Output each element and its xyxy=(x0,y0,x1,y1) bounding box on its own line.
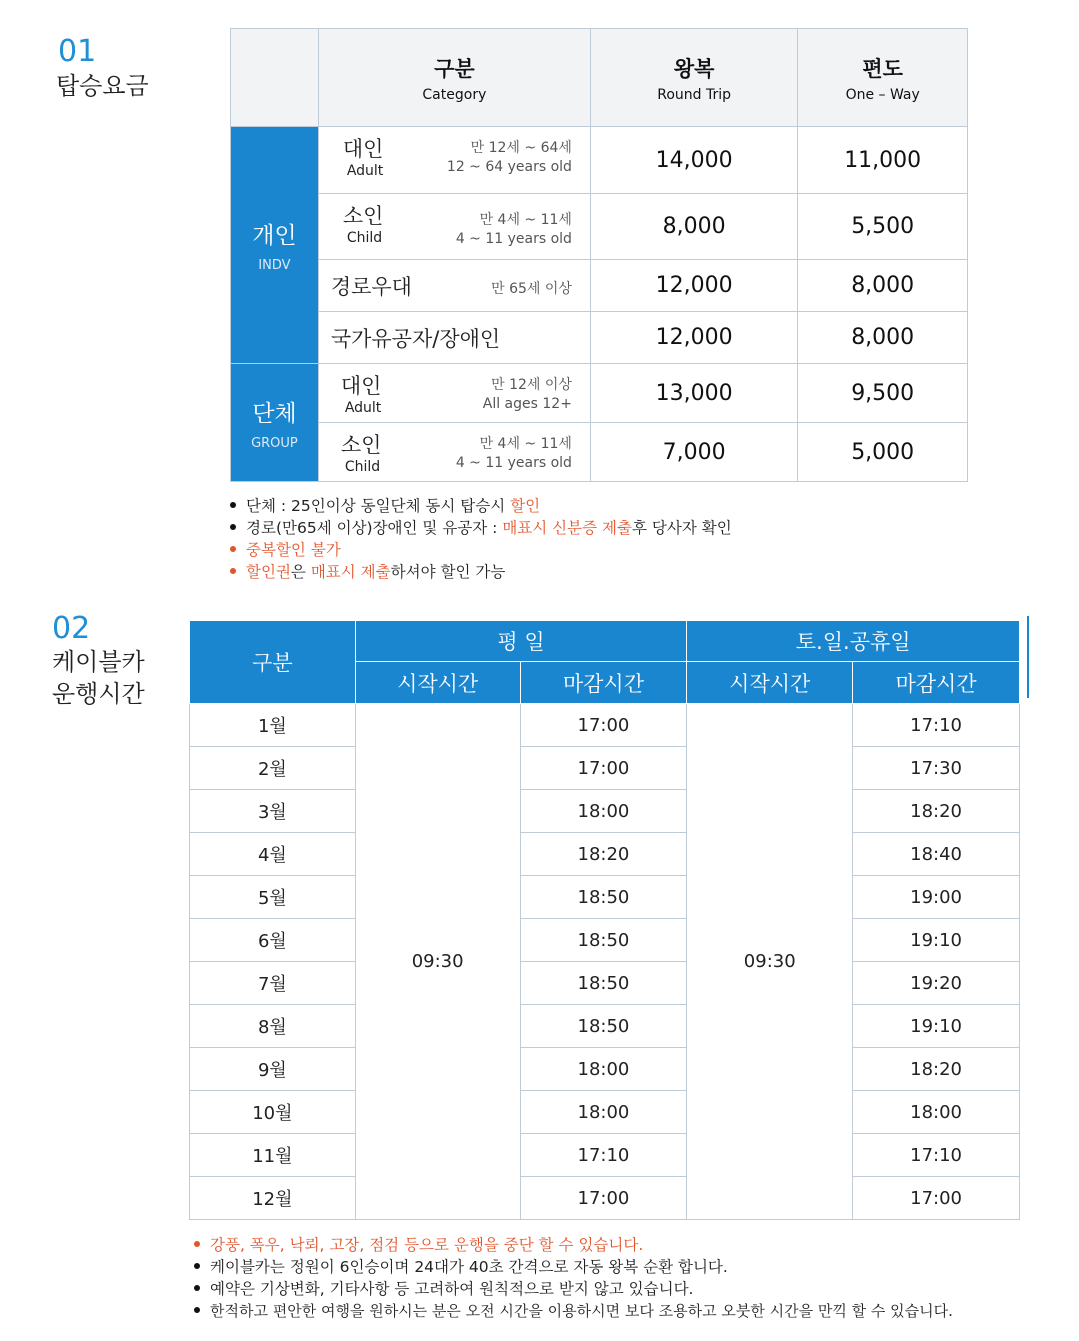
note-text: 케이블카는 정원이 6인승이며 24대가 40초 간격으로 자동 왕복 순환 합니다. xyxy=(210,1258,728,1276)
weekday-end-cell: 18:00 xyxy=(520,1048,687,1091)
group-ko: 단체 xyxy=(252,400,297,427)
price-round: 12,000 xyxy=(590,260,797,312)
month-cell: 10월 xyxy=(190,1091,356,1134)
bullet-icon xyxy=(230,546,236,552)
fare-table xyxy=(230,28,968,482)
age-ko: 만 4세 ~ 11세 xyxy=(479,212,572,228)
weekday-end-cell: 17:00 xyxy=(520,747,687,790)
note-item xyxy=(194,1278,953,1300)
fare-header-round xyxy=(590,29,797,127)
fare-notes xyxy=(230,495,732,583)
group-individual xyxy=(231,127,319,364)
title-line: 운행시간 xyxy=(52,680,145,708)
price-oneway: 11,000 xyxy=(798,127,968,194)
note-highlight: 중복할인 불가 xyxy=(246,541,341,559)
weekend-end-cell: 19:00 xyxy=(853,876,1020,919)
header-en: Category xyxy=(422,86,487,103)
weekday-end-cell: 18:50 xyxy=(520,962,687,1005)
category-en: Child xyxy=(346,230,383,246)
hours-header-weekend: 토.일.공휴일 xyxy=(687,621,1020,662)
table-row xyxy=(231,423,968,482)
note-text: 경로(만65세 이상)장애인 및 유공자 : xyxy=(246,519,503,537)
weekend-end-cell: 19:10 xyxy=(853,919,1020,962)
weekday-end-cell: 18:20 xyxy=(520,833,687,876)
table-row xyxy=(231,260,968,312)
age-ko: 만 12세 ~ 64세 xyxy=(470,140,572,156)
weekend-end-cell: 17:30 xyxy=(853,747,1020,790)
month-cell: 1월 xyxy=(190,704,356,747)
weekday-start-cell: 09:30 xyxy=(355,704,520,1220)
table-row xyxy=(190,790,1020,833)
note-text: 단체 : 25인이상 동일단체 동시 탑승시 xyxy=(246,497,511,515)
table-row xyxy=(190,1134,1020,1177)
note-highlight: 할인 xyxy=(510,497,541,515)
category-en: Child xyxy=(344,459,381,475)
month-cell: 2월 xyxy=(190,747,356,790)
weekend-end-cell: 18:20 xyxy=(853,1048,1020,1091)
category-ko: 대인 xyxy=(340,374,382,398)
title-line: 케이블카 xyxy=(52,648,145,676)
group-en: INDV xyxy=(258,258,291,273)
month-cell: 11월 xyxy=(190,1134,356,1177)
age-ko: 만 12세 이상 xyxy=(491,377,572,393)
header-en: Round Trip xyxy=(657,86,732,103)
weekend-end-cell: 18:40 xyxy=(853,833,1020,876)
price-round: 14,000 xyxy=(590,127,797,194)
price-oneway: 5,500 xyxy=(798,194,968,260)
table-row xyxy=(190,1048,1020,1091)
category-cell xyxy=(318,127,590,194)
weekday-end-cell: 18:00 xyxy=(520,790,687,833)
note-highlight: 매표시 신분증 제출 xyxy=(502,519,632,537)
month-cell: 6월 xyxy=(190,919,356,962)
month-cell: 7월 xyxy=(190,962,356,1005)
category-cell xyxy=(318,260,590,312)
table-row xyxy=(190,704,1020,747)
group-group xyxy=(231,364,319,482)
price-round: 7,000 xyxy=(590,423,797,482)
weekday-end-cell: 17:00 xyxy=(520,704,687,747)
table-row xyxy=(231,194,968,260)
note-item xyxy=(230,517,732,539)
table-row xyxy=(190,1005,1020,1048)
note-text: 강풍, 폭우, 낙뢰, 고장, 점검 등으로 운행을 중단 할 수 있습니다. xyxy=(210,1236,644,1254)
note-text: 하셔야 할인 가능 xyxy=(390,563,506,581)
category-cell xyxy=(318,194,590,260)
weekend-end-cell: 18:00 xyxy=(853,1091,1020,1134)
category-ko: 대인 xyxy=(342,137,384,161)
age-en: 4 ~ 11 years old xyxy=(455,231,572,247)
fare-header-oneway xyxy=(798,29,968,127)
note-highlight: 매표시 제출 xyxy=(310,563,391,581)
note-item xyxy=(230,561,732,583)
bullet-icon xyxy=(194,1263,200,1269)
note-text: 예약은 기상변화, 기타사항 등 고려하여 원칙적으로 받지 않고 있습니다. xyxy=(210,1280,694,1298)
bullet-icon xyxy=(194,1307,200,1313)
hours-header-weekday: 평 일 xyxy=(355,621,687,662)
category-cell xyxy=(318,423,590,482)
hours-table xyxy=(189,620,1020,1220)
fare-header-blank xyxy=(231,29,319,127)
price-oneway: 8,000 xyxy=(798,312,968,364)
section-number: 02 xyxy=(52,611,91,646)
bullet-icon xyxy=(230,568,236,574)
header-ko: 구분 xyxy=(434,56,475,81)
note-text: 한적하고 편안한 여행을 원하시는 분은 오전 시간을 이용하시면 보다 조용하고 오붓한 시간을 만끽 할 수 있습니다. xyxy=(210,1302,953,1320)
weekday-end-cell: 18:50 xyxy=(520,1005,687,1048)
price-oneway: 9,500 xyxy=(798,364,968,423)
weekend-end-cell: 19:10 xyxy=(853,1005,1020,1048)
weekend-end-cell: 17:10 xyxy=(853,704,1020,747)
note-item xyxy=(194,1234,953,1256)
month-cell: 9월 xyxy=(190,1048,356,1091)
hours-header-end: 마감시간 xyxy=(853,662,1020,704)
hours-header-category: 구분 xyxy=(190,621,356,704)
category-ko: 경로우대 xyxy=(330,275,412,299)
age-en: 12 ~ 64 years old xyxy=(446,159,572,175)
group-ko: 개인 xyxy=(252,223,297,249)
age-en: All ages 12+ xyxy=(482,396,572,412)
price-round: 13,000 xyxy=(590,364,797,423)
note-item xyxy=(230,539,732,561)
table-row xyxy=(190,919,1020,962)
month-cell: 12월 xyxy=(190,1177,356,1220)
category-ko: 소인 xyxy=(342,204,384,228)
weekday-end-cell: 18:50 xyxy=(520,876,687,919)
table-row xyxy=(190,876,1020,919)
price-oneway: 8,000 xyxy=(798,260,968,312)
age-en: 4 ~ 11 years old xyxy=(455,455,572,471)
month-cell: 5월 xyxy=(190,876,356,919)
price-oneway: 5,000 xyxy=(798,423,968,482)
weekend-end-cell: 17:00 xyxy=(853,1177,1020,1220)
category-cell xyxy=(318,312,590,364)
note-text: 은 xyxy=(290,563,311,581)
accent-line xyxy=(1027,616,1029,698)
table-row xyxy=(190,833,1020,876)
category-cell xyxy=(318,364,590,423)
header-en: One – Way xyxy=(845,86,920,103)
month-cell: 8월 xyxy=(190,1005,356,1048)
bullet-icon xyxy=(230,524,236,530)
weekend-end-cell: 19:20 xyxy=(853,962,1020,1005)
weekday-end-cell: 17:00 xyxy=(520,1177,687,1220)
bullet-icon xyxy=(194,1241,200,1247)
table-row xyxy=(190,747,1020,790)
note-item xyxy=(194,1256,953,1278)
table-row xyxy=(190,1091,1020,1134)
category-en: Adult xyxy=(346,163,384,179)
section-title: 탑승요금 xyxy=(56,72,149,100)
weekday-end-cell: 18:00 xyxy=(520,1091,687,1134)
header-ko: 왕복 xyxy=(673,56,715,81)
section-number: 01 xyxy=(58,34,97,69)
table-row xyxy=(231,127,968,194)
table-row xyxy=(231,312,968,364)
price-round: 8,000 xyxy=(590,194,797,260)
age-ko: 만 65세 이상 xyxy=(491,281,572,297)
section-title xyxy=(52,646,145,710)
note-text: 후 당사자 확인 xyxy=(631,519,732,537)
age-ko: 만 4세 ~ 11세 xyxy=(479,436,572,452)
table-row xyxy=(190,962,1020,1005)
hours-header-end: 마감시간 xyxy=(520,662,687,704)
weekend-end-cell: 17:10 xyxy=(853,1134,1020,1177)
header-ko: 편도 xyxy=(862,56,903,81)
note-item xyxy=(230,495,732,517)
weekend-end-cell: 18:20 xyxy=(853,790,1020,833)
bullet-icon xyxy=(230,502,236,508)
price-round: 12,000 xyxy=(590,312,797,364)
month-cell: 3월 xyxy=(190,790,356,833)
weekend-start-cell: 09:30 xyxy=(687,704,853,1220)
group-en: GROUP xyxy=(251,435,298,451)
weekday-end-cell: 18:50 xyxy=(520,919,687,962)
hours-header-start: 시작시간 xyxy=(355,662,520,704)
weekday-end-cell: 17:10 xyxy=(520,1134,687,1177)
category-ko: 소인 xyxy=(340,433,382,457)
hours-header-start: 시작시간 xyxy=(687,662,853,704)
table-row xyxy=(190,1177,1020,1220)
category-en: Adult xyxy=(344,400,382,416)
note-highlight: 할인권 xyxy=(246,563,291,581)
month-cell: 4월 xyxy=(190,833,356,876)
category-ko: 국가유공자/장애인 xyxy=(330,327,501,351)
table-row xyxy=(231,364,968,423)
fare-header-category xyxy=(318,29,590,127)
hours-notes xyxy=(194,1234,953,1322)
bullet-icon xyxy=(194,1285,200,1291)
note-item xyxy=(194,1300,953,1322)
